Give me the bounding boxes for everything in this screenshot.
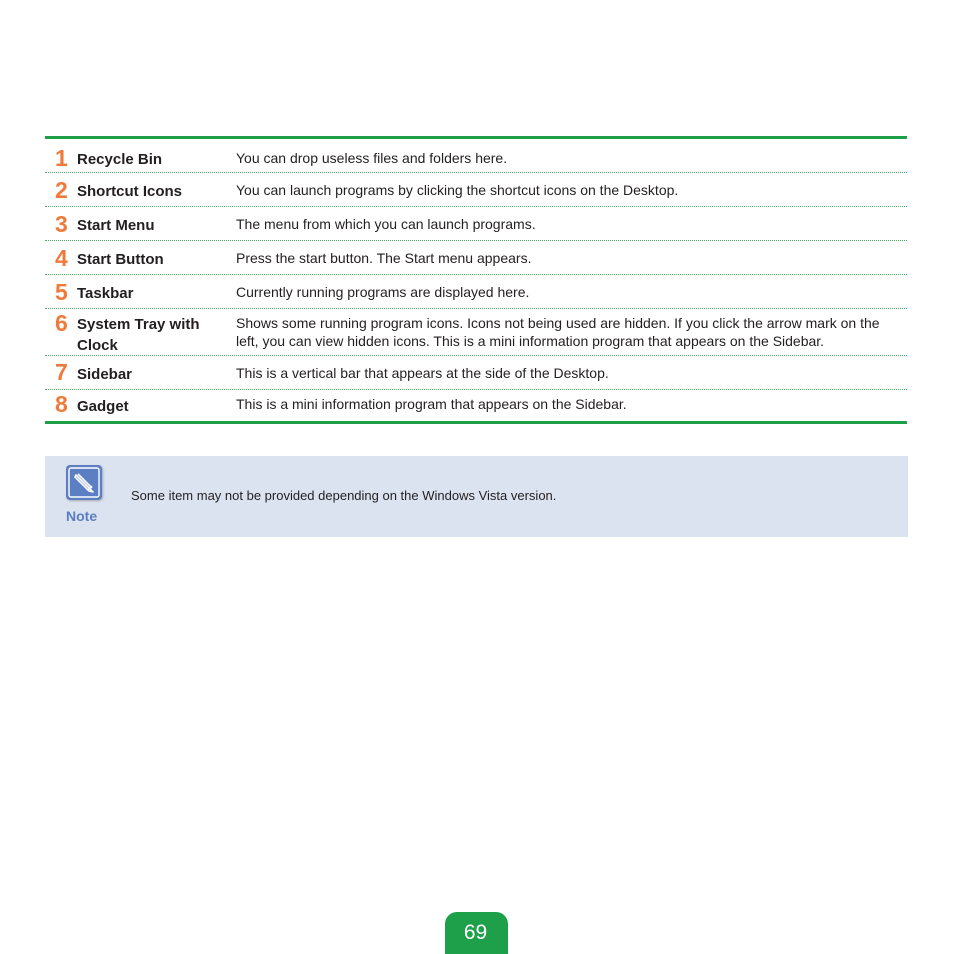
table-row xyxy=(45,390,907,421)
item-label: Shortcut Icons xyxy=(77,183,183,200)
pencil-note-icon xyxy=(66,465,102,500)
table-row xyxy=(45,356,907,390)
term-cell xyxy=(45,241,236,274)
item-number: 8 xyxy=(55,391,68,417)
table-row xyxy=(45,275,907,309)
item-label: Start Menu xyxy=(77,217,155,234)
item-label: Sidebar xyxy=(77,366,133,383)
table-row xyxy=(45,139,907,173)
item-number: 5 xyxy=(55,279,68,305)
item-label: Recycle Bin xyxy=(77,151,163,168)
item-label: Start Button xyxy=(77,251,164,268)
table-row xyxy=(45,241,907,275)
term-cell xyxy=(45,173,236,206)
item-label: Taskbar xyxy=(77,285,134,302)
item-number: 2 xyxy=(55,177,68,203)
item-number: 1 xyxy=(55,145,68,171)
item-description: This is a mini information program that appears on the Sidebar. xyxy=(236,396,627,412)
page-number: 69 xyxy=(445,912,508,954)
item-description: Shows some running program icons. Icons not being used are hidden. If you click the arrow mark on the left, you can view hidden icons. This is a mini information program that appears on the Sidebar. xyxy=(236,315,880,349)
item-number: 7 xyxy=(55,359,68,385)
components-table xyxy=(45,136,907,424)
item-label: System Tray with Clock xyxy=(77,316,200,354)
item-description: Press the start button. The Start menu appears. xyxy=(236,250,532,266)
note-box xyxy=(45,456,908,537)
term-cell xyxy=(45,390,236,421)
item-number: 3 xyxy=(55,211,68,237)
note-label: Note xyxy=(66,508,98,524)
item-description: You can drop useless files and folders here. xyxy=(236,150,508,166)
item-description: This is a vertical bar that appears at the side of the Desktop. xyxy=(236,365,609,381)
item-description: You can launch programs by clicking the shortcut icons on the Desktop. xyxy=(236,182,679,198)
table-row xyxy=(45,309,907,356)
term-cell xyxy=(45,309,236,355)
item-number: 6 xyxy=(55,310,68,336)
table-row xyxy=(45,173,907,207)
term-cell xyxy=(45,207,236,240)
note-text: Some item may not be provided depending on the Windows Vista version. xyxy=(131,488,557,503)
item-description: The menu from which you can launch programs. xyxy=(236,216,536,232)
table-row xyxy=(45,207,907,241)
term-cell xyxy=(45,139,236,172)
item-number: 4 xyxy=(55,245,68,271)
term-cell xyxy=(45,356,236,389)
term-cell xyxy=(45,275,236,308)
item-label: Gadget xyxy=(77,398,129,415)
item-description: Currently running programs are displayed here. xyxy=(236,284,530,300)
